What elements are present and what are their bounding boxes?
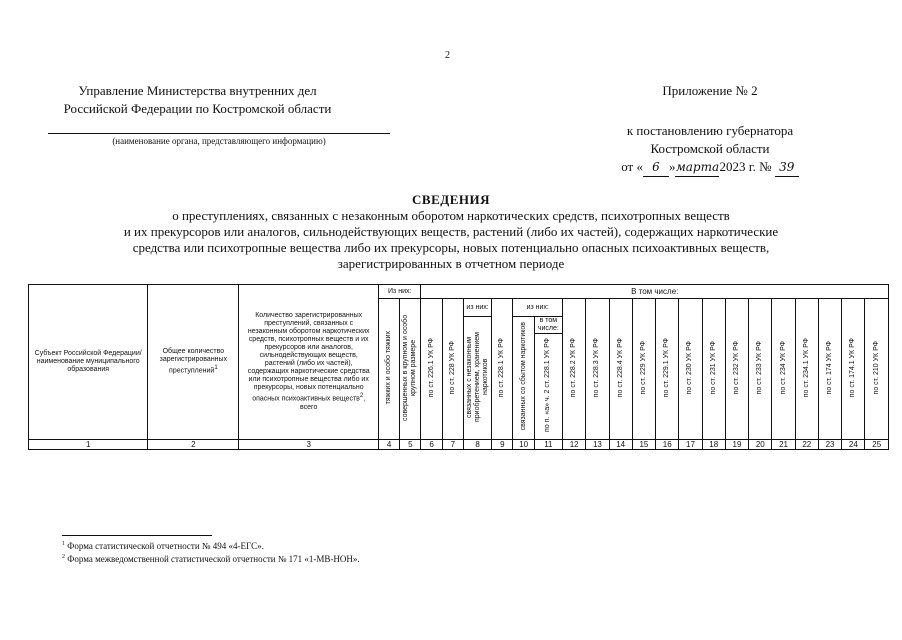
col-number: 24	[842, 440, 865, 450]
header-c20-text: по ст. 233 УК РФ	[756, 340, 764, 395]
header-total-text: Общее количество зарегистрированных преступлений	[159, 348, 228, 375]
col-number: 11	[534, 440, 562, 450]
title-line-2: и их прекурсоров или аналогов, сильнодействующих веществ, растений (либо их частей), содержащих наркотические	[123, 224, 779, 239]
header-v-tom-chisle-11: в том числе:	[534, 317, 562, 334]
col-number: 1	[29, 440, 148, 450]
header-total-sup: 1	[214, 365, 218, 372]
col-number: 4	[378, 440, 399, 450]
col-number: 8	[463, 440, 491, 450]
header-c6	[421, 299, 442, 440]
col-number: 12	[563, 440, 586, 450]
header-total	[148, 285, 239, 440]
header-c4	[378, 299, 399, 440]
org-caption: (наименование органа, представляющего информацию)	[112, 136, 326, 146]
header-c9	[492, 299, 513, 440]
footnote-2	[62, 554, 360, 564]
title-line-4: зарегистрированных в отчетном периоде	[337, 256, 565, 271]
col-number: 6	[421, 440, 442, 450]
footnote-1-text: Форма статистической отчетности № 494 «4-ЕГС».	[65, 541, 264, 551]
col-number: 5	[400, 440, 421, 450]
header-c16	[656, 299, 679, 440]
header-c24-text: по ст. 174.1 УК РФ	[849, 337, 857, 398]
header-c22	[795, 299, 818, 440]
appendix-title: Приложение № 2	[662, 83, 758, 98]
col-number: 21	[772, 440, 795, 450]
header-c8	[463, 317, 491, 440]
header-c7	[442, 299, 463, 440]
header-drug-crimes-tail: , всего	[300, 395, 366, 411]
col-number: 13	[586, 440, 609, 450]
header-c14	[609, 299, 632, 440]
header-c8-text: связанных с незаконным приобретением, хранением наркотиков	[465, 331, 489, 422]
header-c21-text: по ст. 234 УК РФ	[779, 340, 787, 395]
appendix-line2: Костромской области	[650, 141, 770, 156]
header-c12	[563, 299, 586, 440]
decree-number: 39	[775, 158, 799, 177]
header-c17	[679, 299, 702, 440]
header-c24	[842, 299, 865, 440]
org-name-line2: Российской Федерации по Костромской области	[63, 101, 332, 116]
col-number: 10	[513, 440, 534, 450]
header-c25	[865, 299, 889, 440]
header-iz-nih: Из них:	[378, 285, 420, 299]
col-number: 2	[148, 440, 239, 450]
appendix-line1: к постановлению губернатора	[626, 123, 794, 138]
date-day: 6	[643, 158, 669, 177]
footnote-1-sup: 1	[62, 541, 65, 547]
header-c23	[818, 299, 841, 440]
title-line-3: средства или психотропные вещества либо их прекурсоры, новых потенциально опасных психоактивных веществ,	[132, 240, 770, 255]
footnote-1	[62, 541, 264, 551]
header-c14-text: по ст. 228.4 УК РФ	[616, 337, 624, 398]
header-subject: Субъект Российской Федерации/ наименование муниципального образования	[29, 285, 148, 440]
col-number: 3	[239, 440, 379, 450]
header-c18-text: по ст. 231 УК РФ	[709, 340, 717, 395]
header-c11	[534, 334, 562, 440]
header-v-tom-chisle: В том числе:	[421, 285, 889, 299]
header-c10-text: связанных со сбытом наркотиков	[519, 322, 527, 431]
header-c25-text: по ст. 210 УК РФ	[872, 340, 880, 395]
header-c10	[513, 317, 534, 440]
org-name-line1: Управление Министерства внутренних дел	[78, 83, 317, 98]
col-number: 14	[609, 440, 632, 450]
header-c4-text: тяжких и особо тяжких	[385, 330, 393, 405]
header-c21	[772, 299, 795, 440]
header-drug-crimes-sup: 2	[359, 393, 364, 400]
header-c19-text: по ст. 232 УК РФ	[733, 340, 740, 395]
header-c18	[702, 299, 725, 440]
header-c22-text: по ст. 234.1 УК РФ	[802, 337, 810, 398]
header-drug-crimes	[239, 285, 379, 440]
header-c11-text: по п. «а» ч. 2 ст. 228.1 УК РФ	[544, 338, 552, 432]
header-c19	[725, 299, 748, 440]
header-drug-crimes-text: Количество зарегистрированных преступлений, связанных с незаконным оборотом наркотических средств, психотропных веществ и их прекурсоров или аналогов, сильнодействующих веществ, растений (либо их частей), содержащих наркотические средства или психотропные вещества либо их прекурсоры, новых потенциально опасных психоактивных веществ	[247, 312, 370, 403]
header-c6-text: по ст. 226.1 УК РФ	[427, 337, 435, 398]
document-title: СВЕДЕНИЯ	[412, 192, 490, 207]
footnote-2-text: Форма межведомственной статистической отчетности № 171 «1-МВ-НОН».	[65, 554, 360, 564]
col-number: 15	[632, 440, 655, 450]
header-c15	[632, 299, 655, 440]
col-number: 18	[702, 440, 725, 450]
header-c9-text: по ст. 228.1 УК РФ	[498, 337, 506, 398]
header-c23-text: по ст. 174 УК РФ	[826, 340, 834, 395]
header-c13	[586, 299, 609, 440]
header-c15-text: по ст. 229 УК РФ	[639, 340, 647, 395]
footnote-rule	[62, 535, 212, 536]
crime-stats-table	[28, 284, 889, 450]
header-iz-nih-10: из них:	[513, 299, 563, 317]
col-number: 23	[818, 440, 841, 450]
date-month: марта	[675, 158, 719, 177]
col-number: 17	[679, 440, 702, 450]
header-iz-nih-8: из них:	[463, 299, 491, 317]
col-number: 20	[749, 440, 772, 450]
col-number: 16	[656, 440, 679, 450]
col-number: 22	[795, 440, 818, 450]
header-c17-text: по ст. 230 УК РФ	[686, 340, 694, 395]
header-c13-text: по ст. 228.3 УК РФ	[593, 337, 601, 398]
title-line-1: о преступлениях, связанных с незаконным оборотом наркотических средств, психотропных веществ	[172, 208, 730, 223]
date-year: 2023 г. №	[719, 159, 772, 174]
col-number: 25	[865, 440, 889, 450]
header-c12-text: по ст. 228.2 УК РФ	[570, 337, 578, 398]
date-prefix: от «	[621, 159, 643, 174]
header-c5-text: совершенных в крупном и особо крупном размере	[402, 314, 418, 421]
org-underline	[48, 133, 390, 134]
page-number: 2	[445, 50, 450, 61]
col-number: 19	[725, 440, 748, 450]
header-c7-text: по ст. 228 УК РФ	[448, 340, 456, 395]
date-mid: »	[668, 159, 676, 174]
header-c16-text: по ст. 229.1 УК РФ	[663, 337, 671, 398]
col-number: 7	[442, 440, 463, 450]
footnote-2-sup: 2	[62, 554, 65, 560]
header-c20	[749, 299, 772, 440]
header-c5	[400, 299, 421, 440]
col-number: 9	[492, 440, 513, 450]
appendix-date	[560, 158, 860, 177]
